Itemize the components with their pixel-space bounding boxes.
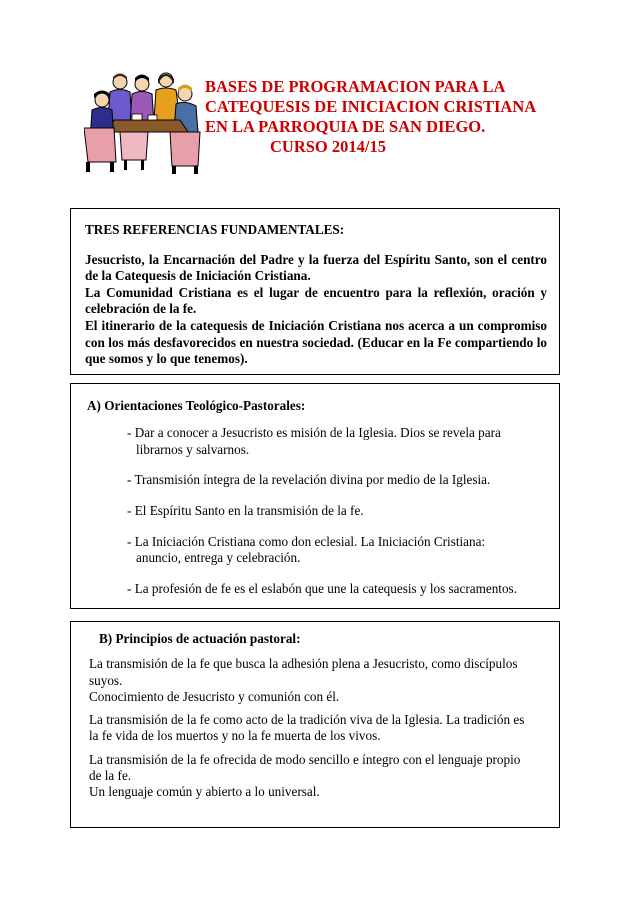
orientacion-line: librarnos y salvarnos.	[136, 441, 250, 457]
references-paragraph: Jesucristo, la Encarnación del Padre y la fuerza del Espíritu Santo, son el centro de la Catequesis de Iniciación Cristiana.	[85, 251, 547, 284]
orientacion-line: - El Espíritu Santo en la transmisión de la fe.	[127, 503, 364, 519]
principios-heading: B) Principios de actuación pastoral:	[99, 631, 301, 646]
principios-line: la fe vida de los muertos y no la fe muerta de los vivos.	[89, 728, 381, 744]
orientacion-line: anuncio, entrega y celebración.	[136, 550, 301, 566]
principios-line: La transmisión de la fe ofrecida de modo sencillo e íntegro con el lenguaje propio	[89, 751, 521, 767]
principios-paragraph	[89, 712, 547, 745]
title-line: CATEQUESIS DE INICIACION CRISTIANA	[205, 97, 537, 116]
orientacion-item	[127, 581, 547, 597]
principios-paragraph	[89, 656, 547, 705]
principios-line: Un lenguaje común y abierto a lo universal.	[89, 784, 320, 800]
title-line: EN LA PARROQUIA DE SAN DIEGO.	[205, 117, 486, 136]
document-title	[205, 77, 565, 157]
orientaciones-heading: A) Orientaciones Teológico-Pastorales:	[87, 398, 306, 413]
title-line: BASES DE PROGRAMACION PARA LA	[205, 77, 506, 96]
principios-line: La transmisión de la fe como acto de la tradición viva de la Iglesia. La tradición es	[89, 712, 525, 728]
orientacion-line: - La Iniciación Cristiana como don eclesial. La Iniciación Cristiana:	[127, 533, 486, 549]
references-heading: TRES REFERENCIAS FUNDAMENTALES:	[85, 222, 345, 237]
principios-line: Conocimiento de Jesucristo y comunión con él.	[89, 688, 340, 704]
principios-line: suyos.	[89, 672, 123, 688]
references-box	[70, 208, 560, 375]
principios-paragraph	[89, 752, 547, 801]
references-paragraph: El itinerario de la catequesis de Iniciación Cristiana nos acerca a un compromiso con los más desfavorecidos en nuestra sociedad. (Educar en la Fe compartiendo lo que somos y lo que tenemos).	[85, 317, 547, 367]
principios-line: La transmisión de la fe que busca la adhesión plena a Jesucristo, como discípulos	[89, 656, 518, 672]
orientacion-item	[127, 503, 547, 519]
principios-line: de la fe.	[89, 768, 132, 784]
orientacion-item	[127, 472, 547, 488]
title-line-course: CURSO 2014/15	[270, 137, 386, 156]
orientacion-item	[127, 534, 547, 567]
people-meeting-icon	[84, 70, 202, 174]
orientacion-item	[127, 425, 547, 458]
references-paragraph: La Comunidad Cristiana es el lugar de encuentro para la reflexión, oración y celebración de la fe.	[85, 284, 547, 317]
orientacion-line: - Transmisión íntegra de la revelación divina por medio de la Iglesia.	[127, 472, 491, 488]
orientaciones-box	[70, 383, 560, 609]
principios-box	[70, 621, 560, 828]
orientacion-line: - La profesión de fe es el eslabón que une la catequesis y los sacramentos.	[127, 581, 517, 597]
orientacion-line: - Dar a conocer a Jesucristo es misión de la Iglesia. Dios se revela para	[127, 425, 501, 441]
